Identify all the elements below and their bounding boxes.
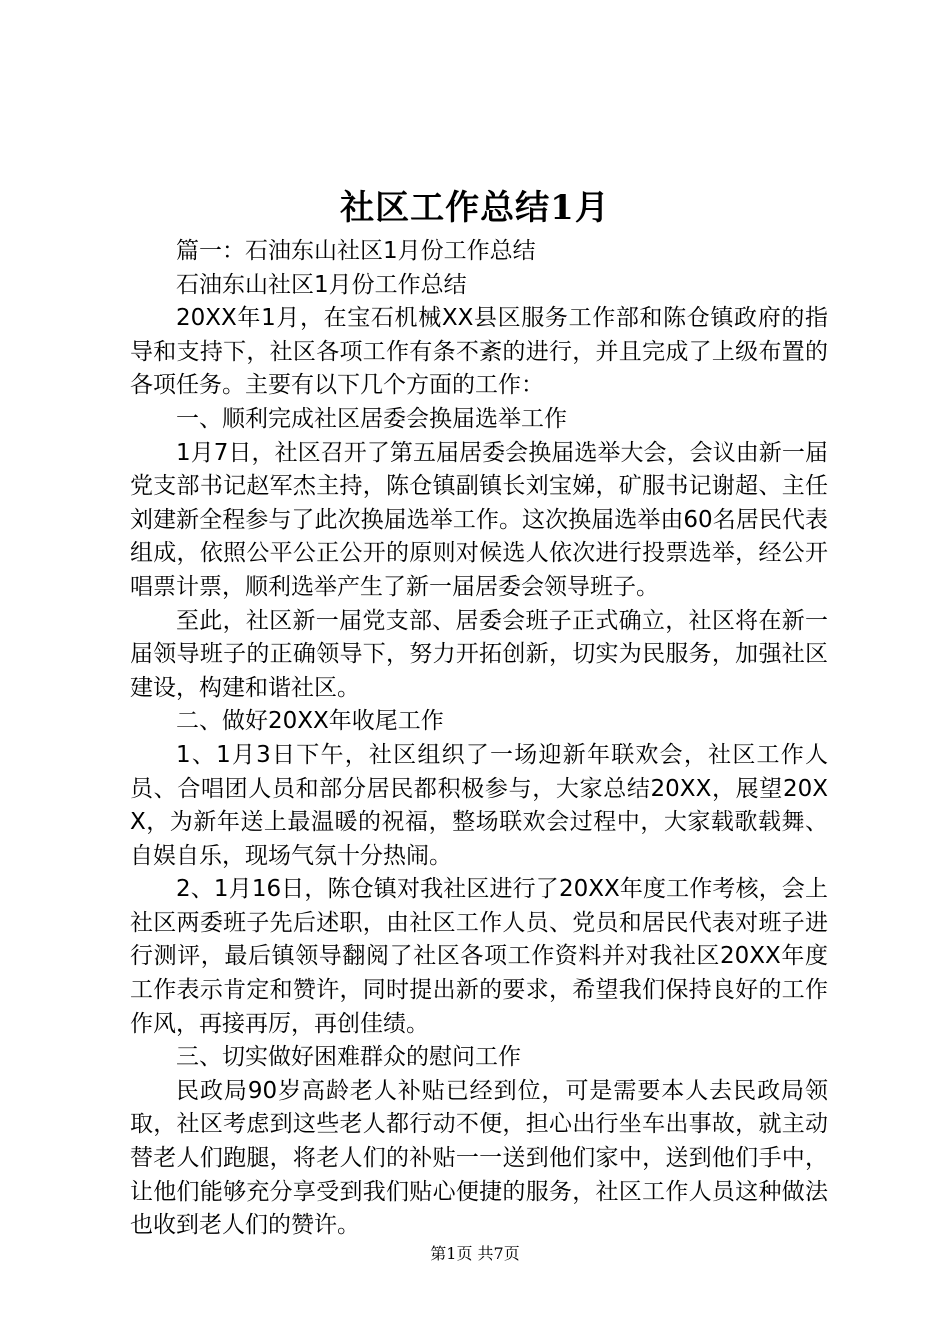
document-body xyxy=(130,235,828,1243)
paragraph-subtitle: 石油东山社区1月份工作总结 xyxy=(176,271,467,298)
paragraph-new-year-party: 1、1月3日下午，社区组织了一场迎新年联欢会，社区工作人员、合唱团人员和部分居民都积极参与，大家总结20XX，展望20XX，为新年送上最温暖的祝福，整场联欢会过程中，大家载歌载舞、自娱自乐，现场气氛十分热闹。 xyxy=(130,741,828,869)
section-heading-1: 一、顺利完成社区居委会换届选举工作 xyxy=(176,405,567,432)
paragraph-intro: 20XX年1月，在宝石机械XX县区服务工作部和陈仓镇政府的指导和支持下，社区各项工作有条不紊的进行，并且完成了上级布置的各项任务。主要有以下几个方面的工作： xyxy=(130,305,828,399)
document-title: 社区工作总结1月 xyxy=(340,188,610,228)
section-heading-2: 二、做好20XX年收尾工作 xyxy=(176,708,444,735)
paragraph-annual-review: 2、1月16日，陈仓镇对我社区进行了20XX年度工作考核，会上社区两委班子先后述职，由社区工作人员、党员和居民代表对班子进行测评，最后镇领导翻阅了社区各项工作资料并对我社区20XX年度工作表示肯定和赞许，同时提出新的要求，希望我们保持良好的工作作风，再接再厉，再创佳绩。 xyxy=(130,876,828,1037)
paragraph-elderly-subsidy: 民政局90岁高龄老人补贴已经到位，可是需要本人去民政局领取，社区考虑到这些老人都行动不便，担心出行坐车出事故，就主动替老人们跑腿，将老人们的补贴一一送到他们家中，送到他们手中，让他们能够充分享受到我们贴心便捷的服务，社区工作人员这种做法也收到老人们的赞许。 xyxy=(130,1077,828,1239)
paragraph-article-heading: 篇一：石油东山社区1月份工作总结 xyxy=(176,238,536,264)
section-heading-3: 三、切实做好困难群众的慰问工作 xyxy=(176,1044,521,1071)
page-number-footer: 第1页 共7页 xyxy=(430,1244,520,1263)
paragraph-new-leadership: 至此，社区新一届党支部、居委会班子正式确立，社区将在新一届领导班子的正确领导下，努力开拓创新，切实为民服务，加强社区建设，构建和谐社区。 xyxy=(130,607,828,701)
paragraph-election: 1月7日，社区召开了第五届居委会换届选举大会，会议由新一届党支部书记赵军杰主持，陈仓镇副镇长刘宝娣，矿服书记谢超、主任刘建新全程参与了此次换届选举工作。这次换届选举由60名居民代表组成，依照公平公正公开的原则对候选人依次进行投票选举，经公开唱票计票，顺利选举产生了新一届居委会领导班子。 xyxy=(130,439,828,600)
